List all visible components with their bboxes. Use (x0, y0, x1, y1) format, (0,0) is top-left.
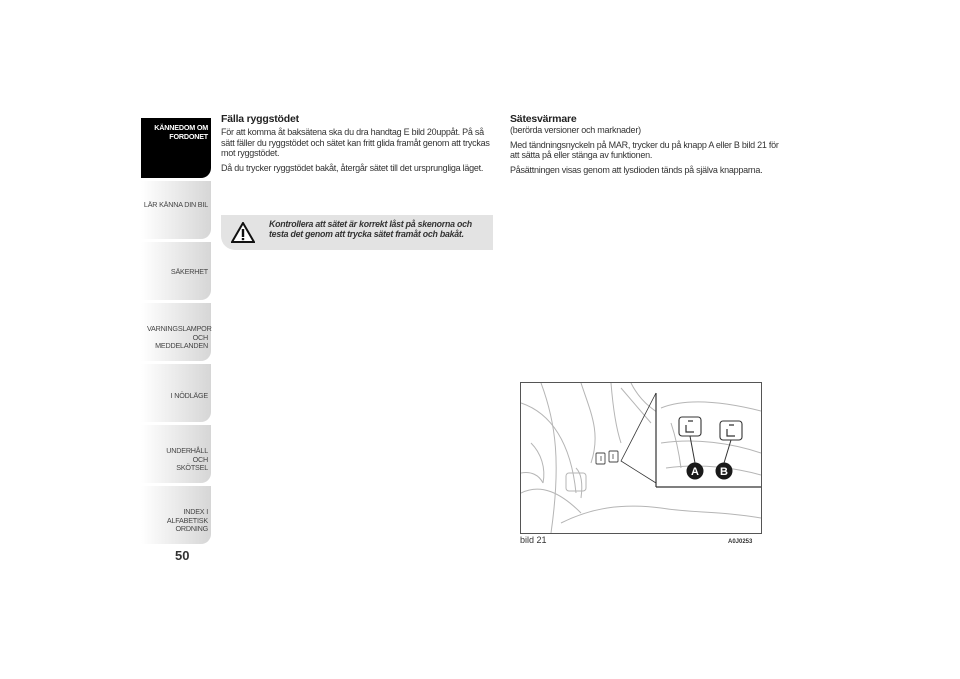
tab-label: LÄR KÄNNA DIN BIL (143, 200, 208, 209)
page-number: 50 (175, 548, 190, 563)
body-paragraph: För att komma åt baksätena ska du dra handtag E bild 20uppåt. På så sätt fäller du ryggstödet och sätet kan fritt glida framåt genom att tryckas mot ryggstödet. (221, 127, 490, 158)
tab-label: UNDERHÅLL OCH SKÖTSEL (166, 446, 208, 473)
figure-caption: bild 21 (520, 535, 547, 545)
dashboard-illustration (521, 383, 761, 533)
body-paragraph: Då du trycker ryggstödet bakåt, återgår sätet till det ursprungliga läget. (221, 162, 484, 173)
body-paragraph: Med tändningsnyckeln på MAR, trycker du på knapp A eller B bild 21 för att sätta på eller stänga av funktionen. (510, 139, 779, 160)
left-column (221, 113, 496, 177)
section-heading: Sätesvärmare (510, 113, 577, 125)
warning-triangle-icon (231, 222, 255, 248)
tab-label: SÄKERHET (170, 267, 208, 276)
tab-index[interactable] (141, 486, 211, 544)
tab-lar-kanna-din-bil[interactable] (141, 181, 211, 239)
tab-kannedom-om-fordonet[interactable] (141, 118, 211, 178)
section-heading: Fälla ryggstödet (221, 113, 299, 125)
section-subtitle: (berörda versioner och marknader) (510, 125, 641, 135)
tab-label: INDEX I ALFABETISK ORDNING (166, 507, 208, 534)
warning-text: Kontrollera att sätet är korrekt låst på skenorna och testa det genom att trycka sätet framåt och bakåt. (269, 219, 472, 239)
tab-sakerhet[interactable] (141, 242, 211, 300)
tab-i-nodlage[interactable] (141, 364, 211, 422)
body-paragraph: Påsättningen visas genom att lysdioden tänds på själva knapparna. (510, 164, 763, 175)
figure-seat-heater-buttons (520, 382, 762, 534)
figure-code: A0J0253 (728, 539, 753, 545)
right-column (510, 113, 780, 179)
label-a: A (691, 466, 699, 478)
tab-varningslampor[interactable] (141, 303, 211, 361)
label-b: B (720, 466, 728, 478)
tab-underhall-och-skotsel[interactable] (141, 425, 211, 483)
warning-box (221, 215, 493, 250)
tab-label: VARNINGSLAMPOR OCH MEDDELANDEN (147, 324, 212, 351)
tab-label: I NÖDLÄGE (170, 391, 208, 400)
tab-label: KÄNNEDOM OM FORDONET (154, 123, 208, 141)
